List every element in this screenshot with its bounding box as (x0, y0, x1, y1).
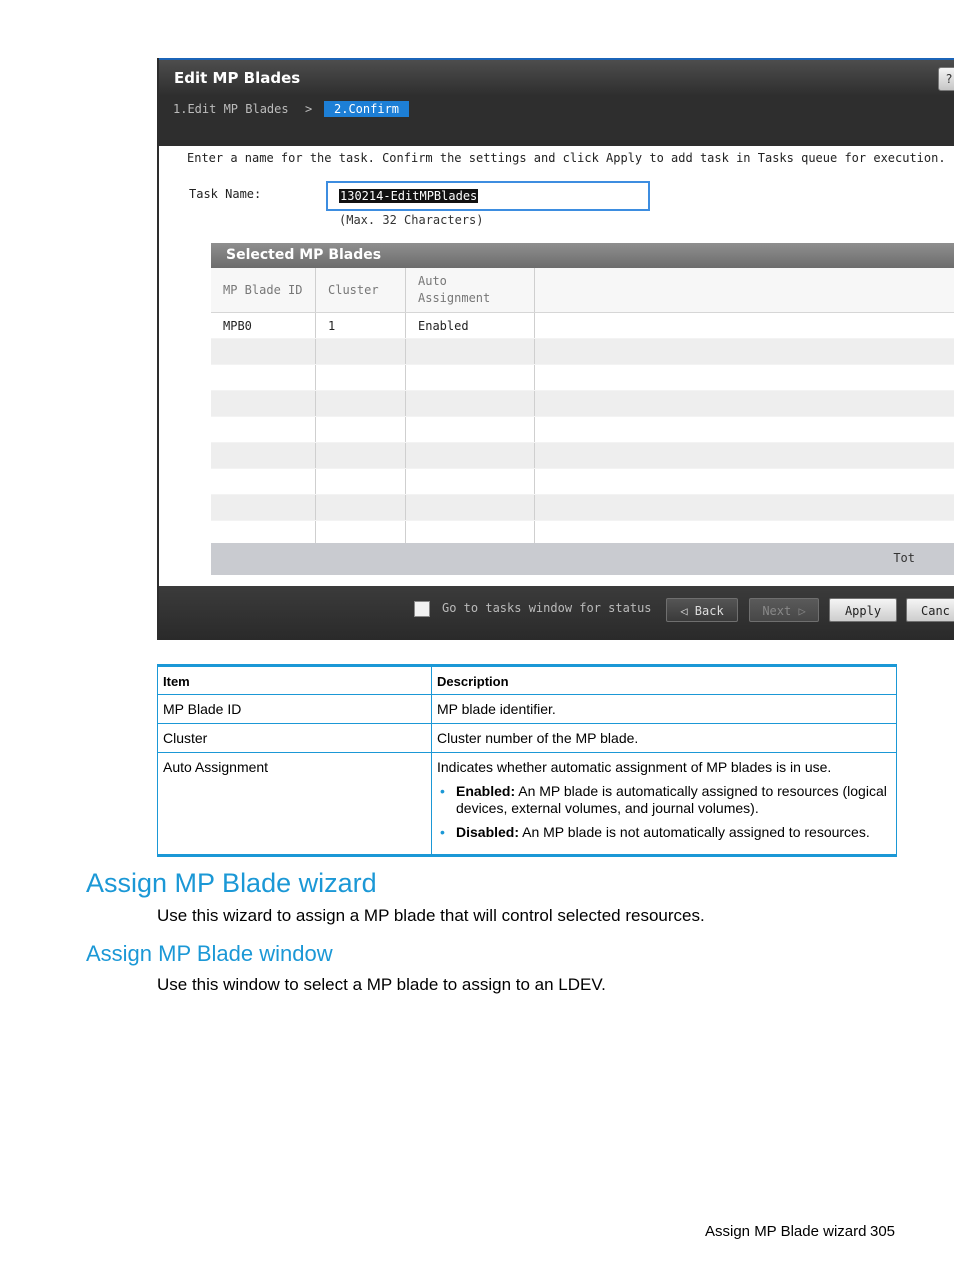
bullet-text: An MP blade is automatically assigned to resources (logical devices, external volumes, and journal volumes). (456, 783, 887, 816)
section-paragraph-window: Use this window to select a MP blade to assign to an LDEV. (157, 975, 606, 994)
table-row-empty (211, 469, 954, 495)
selected-mp-blades-table (211, 268, 954, 547)
bullet-term: Enabled: (456, 783, 516, 799)
table-row-empty (211, 495, 954, 521)
next-button-label: Next (762, 604, 792, 618)
description-bullets (437, 783, 891, 841)
section-heading-window: Assign MP Blade window (86, 941, 333, 966)
description-cell: Cluster number of the MP blade. (432, 724, 897, 753)
page-number: 305 (870, 1223, 896, 1240)
back-button[interactable] (666, 598, 738, 622)
list-item (437, 824, 891, 841)
item-cell: Auto Assignment (158, 753, 432, 856)
edit-mp-blades-window (157, 58, 954, 640)
table-row-empty (211, 339, 954, 365)
back-button-label: Back (694, 604, 724, 618)
header-item: Item (158, 666, 432, 695)
table-row-empty (211, 391, 954, 417)
bullet-icon: • (440, 824, 445, 840)
cell-mp-blade-id: MPB0 (211, 313, 316, 339)
next-button[interactable] (749, 598, 819, 622)
window-titlebar (159, 58, 954, 96)
task-name-input[interactable] (326, 181, 650, 211)
column-header-empty (535, 268, 954, 313)
step-separator: > (305, 102, 313, 116)
window-title: Edit MP Blades (174, 69, 301, 87)
column-header-cluster[interactable]: Cluster (316, 268, 406, 313)
selected-mp-blades-panel (211, 243, 954, 575)
table-row[interactable] (211, 313, 954, 339)
table-row-empty (211, 443, 954, 469)
table-row (158, 695, 897, 724)
bullet-text: An MP blade is not automatically assigned to resources. (519, 824, 870, 840)
step-edit-mp-blades[interactable]: 1.Edit MP Blades (173, 102, 289, 116)
list-item (437, 783, 891, 817)
cell-auto-assignment: Enabled (406, 313, 535, 339)
total-label: Tot (893, 551, 915, 565)
task-name-hint: (Max. 32 Characters) (339, 213, 484, 227)
task-name-value: 130214-EditMPBlades (340, 189, 478, 203)
table-row-empty (211, 417, 954, 443)
wizard-steps (159, 96, 954, 146)
apply-button[interactable]: Apply (829, 598, 897, 622)
window-footer (159, 586, 954, 640)
selected-mp-blades-title: Selected MP Blades (211, 243, 954, 268)
table-row-empty (211, 365, 954, 391)
instruction-text: Enter a name for the task. Confirm the settings and click Apply to add task in Tasks queue for execution. (187, 151, 946, 165)
column-header-mp-blade-id[interactable]: MP Blade ID (211, 268, 316, 313)
item-cell: Cluster (158, 724, 432, 753)
chevron-left-icon: ◁ (680, 604, 688, 618)
table-row (158, 724, 897, 753)
cell-empty (535, 313, 954, 339)
section-paragraph-wizard: Use this wizard to assign a MP blade that will control selected resources. (157, 906, 705, 925)
step-confirm[interactable]: 2.Confirm (324, 101, 409, 117)
item-cell: MP Blade ID (158, 695, 432, 724)
description-text: Indicates whether automatic assignment of MP blades is in use. (437, 759, 832, 775)
chevron-right-icon: ▷ (798, 604, 806, 618)
cell-cluster: 1 (316, 313, 406, 339)
help-icon[interactable]: ? (938, 67, 954, 91)
bullet-icon: • (440, 783, 445, 799)
column-header-auto-assignment[interactable]: Auto Assignment (406, 268, 535, 313)
task-name-label: Task Name: (189, 187, 262, 201)
selected-table-footer (211, 543, 954, 575)
bullet-term: Disabled: (456, 824, 520, 840)
cancel-button[interactable]: Canc (906, 598, 954, 622)
table-row (158, 753, 897, 856)
section-heading-wizard: Assign MP Blade wizard (86, 868, 377, 898)
header-description: Description (432, 666, 897, 695)
description-cell (432, 753, 897, 856)
page-footer-title: Assign MP Blade wizard (705, 1223, 867, 1240)
go-to-tasks-label[interactable]: Go to tasks window for status (442, 601, 652, 615)
go-to-tasks-checkbox[interactable] (414, 601, 430, 617)
description-cell: MP blade identifier. (432, 695, 897, 724)
item-description-table (157, 664, 897, 857)
